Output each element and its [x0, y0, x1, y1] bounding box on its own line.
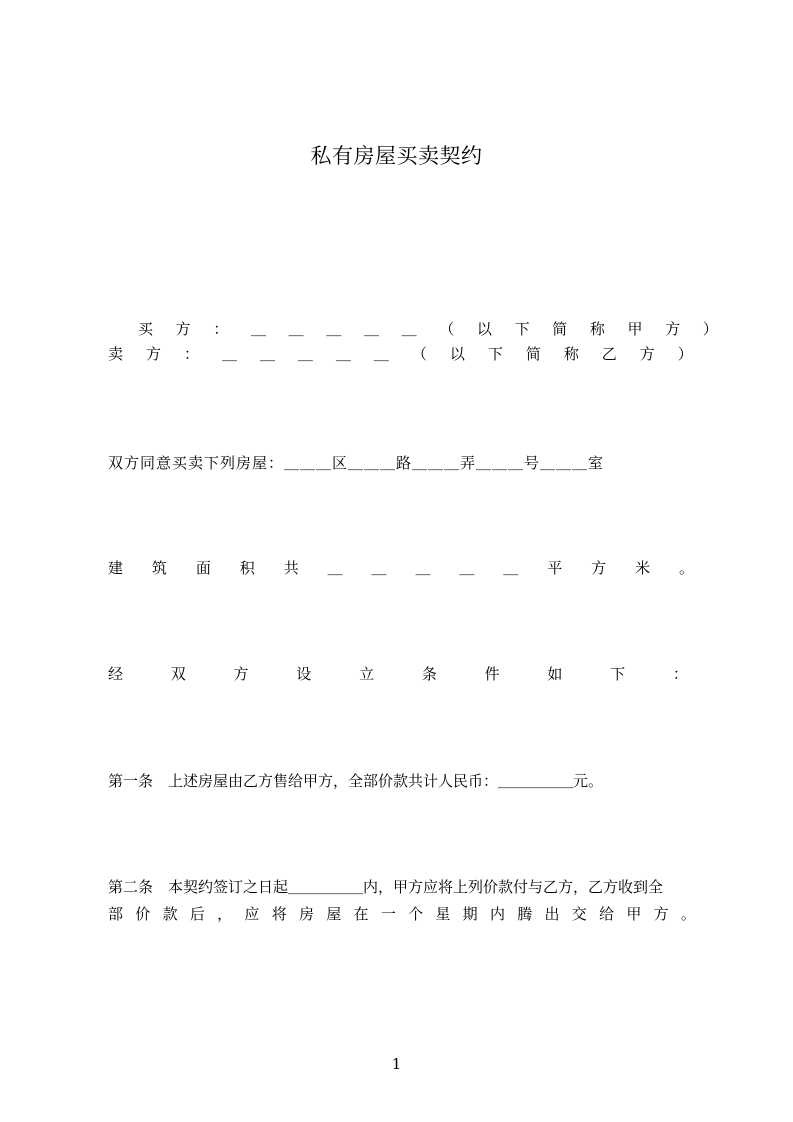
- article-2-line-2: [108, 903, 696, 925]
- seller-char: 简: [525, 345, 541, 363]
- buyer-char: 称: [589, 320, 605, 338]
- article-2-char: 屋: [326, 905, 342, 923]
- article-2-char: 出: [544, 905, 560, 923]
- article-2-char: 房: [298, 905, 314, 923]
- buyer-line: [138, 318, 718, 340]
- buyer-char: （: [439, 320, 455, 338]
- area-char: 米: [635, 559, 651, 577]
- conditions-line: [108, 663, 688, 685]
- article-2-char: 腾: [517, 905, 533, 923]
- seller-char: 以: [449, 345, 465, 363]
- article-2-char: 部: [108, 905, 124, 923]
- article-2-char: 将: [271, 905, 287, 923]
- buyer-char: ）: [702, 320, 718, 338]
- buyer-blank: ＿: [250, 320, 266, 338]
- conditions-char: 条: [421, 665, 437, 683]
- seller-char: 称: [563, 345, 579, 363]
- buyer-char: ：: [213, 320, 229, 338]
- conditions-char: 如: [547, 665, 563, 683]
- area-blank: ＿: [459, 559, 475, 577]
- seller-blank: ＿: [335, 345, 351, 363]
- area-blank: ＿: [503, 559, 519, 577]
- article-2-char: 个: [408, 905, 424, 923]
- seller-blank: ＿: [297, 345, 313, 363]
- buyer-char: 甲: [627, 320, 643, 338]
- buyer-char: 买: [138, 320, 154, 338]
- article-2-char: 交: [571, 905, 587, 923]
- article-2-char: 星: [435, 905, 451, 923]
- article-2-char: 应: [244, 905, 260, 923]
- page-number: 1: [391, 1055, 402, 1073]
- seller-char: 下: [487, 345, 503, 363]
- conditions-char: 双: [170, 665, 186, 683]
- conditions-char: ：: [672, 665, 688, 683]
- seller-blank: ＿: [259, 345, 275, 363]
- document-title: 私有房屋买卖契约: [310, 144, 483, 168]
- seller-line: [108, 343, 693, 365]
- area-blank: ＿: [327, 559, 343, 577]
- buyer-char: 简: [552, 320, 568, 338]
- seller-char: （: [411, 345, 427, 363]
- article-2-char: 期: [462, 905, 478, 923]
- article-2-char: 给: [599, 905, 615, 923]
- article-2-char: 甲: [626, 905, 642, 923]
- buyer-blank: ＿: [288, 320, 304, 338]
- article-2-char: 价: [135, 905, 151, 923]
- article-2-char: 内: [489, 905, 505, 923]
- seller-blank: ＿: [373, 345, 389, 363]
- area-line: [108, 557, 694, 579]
- buyer-char: 方: [175, 320, 191, 338]
- conditions-char: 设: [296, 665, 312, 683]
- article-2-char: 在: [353, 905, 369, 923]
- area-char: 建: [108, 559, 124, 577]
- buyer-char: 下: [514, 320, 530, 338]
- article-1: 第一条 上述房屋由乙方售给甲方，全部价款共计人民币：＿＿＿＿＿元。: [108, 772, 604, 790]
- conditions-char: 经: [108, 665, 124, 683]
- article-2-line-1: 第二条 本契约签订之日起＿＿＿＿＿内，甲方应将上列价款付与乙方，乙方收到全: [108, 878, 664, 896]
- area-char: 积: [239, 559, 255, 577]
- seller-char: ）: [677, 345, 693, 363]
- seller-char: 乙: [601, 345, 617, 363]
- article-2-char: 后: [189, 905, 205, 923]
- conditions-char: 立: [359, 665, 375, 683]
- seller-char: 方: [639, 345, 655, 363]
- seller-char: ：: [183, 345, 199, 363]
- seller-blank: ＿: [221, 345, 237, 363]
- article-2-char: ，: [217, 905, 233, 923]
- article-2-char: 款: [162, 905, 178, 923]
- buyer-blank: ＿: [401, 320, 417, 338]
- conditions-char: 件: [484, 665, 500, 683]
- seller-char: 方: [145, 345, 161, 363]
- article-2-char: 。: [680, 905, 696, 923]
- buyer-char: 以: [476, 320, 492, 338]
- area-blank: ＿: [415, 559, 431, 577]
- article-2-char: 一: [380, 905, 396, 923]
- area-char: 平: [547, 559, 563, 577]
- buyer-blank: ＿: [363, 320, 379, 338]
- seller-char: 卖: [108, 345, 124, 363]
- houses-line: 双方同意买卖下列房屋：＿＿＿区＿＿＿路＿＿＿弄＿＿＿号＿＿＿室: [108, 454, 605, 472]
- conditions-char: 下: [610, 665, 626, 683]
- area-char: 面: [195, 559, 211, 577]
- area-blank: ＿: [371, 559, 387, 577]
- area-char: 筑: [151, 559, 167, 577]
- conditions-char: 方: [233, 665, 249, 683]
- area-char: 共: [283, 559, 299, 577]
- area-char: 。: [678, 559, 694, 577]
- area-char: 方: [591, 559, 607, 577]
- article-2-char: 方: [653, 905, 669, 923]
- buyer-blank: ＿: [326, 320, 342, 338]
- buyer-char: 方: [665, 320, 681, 338]
